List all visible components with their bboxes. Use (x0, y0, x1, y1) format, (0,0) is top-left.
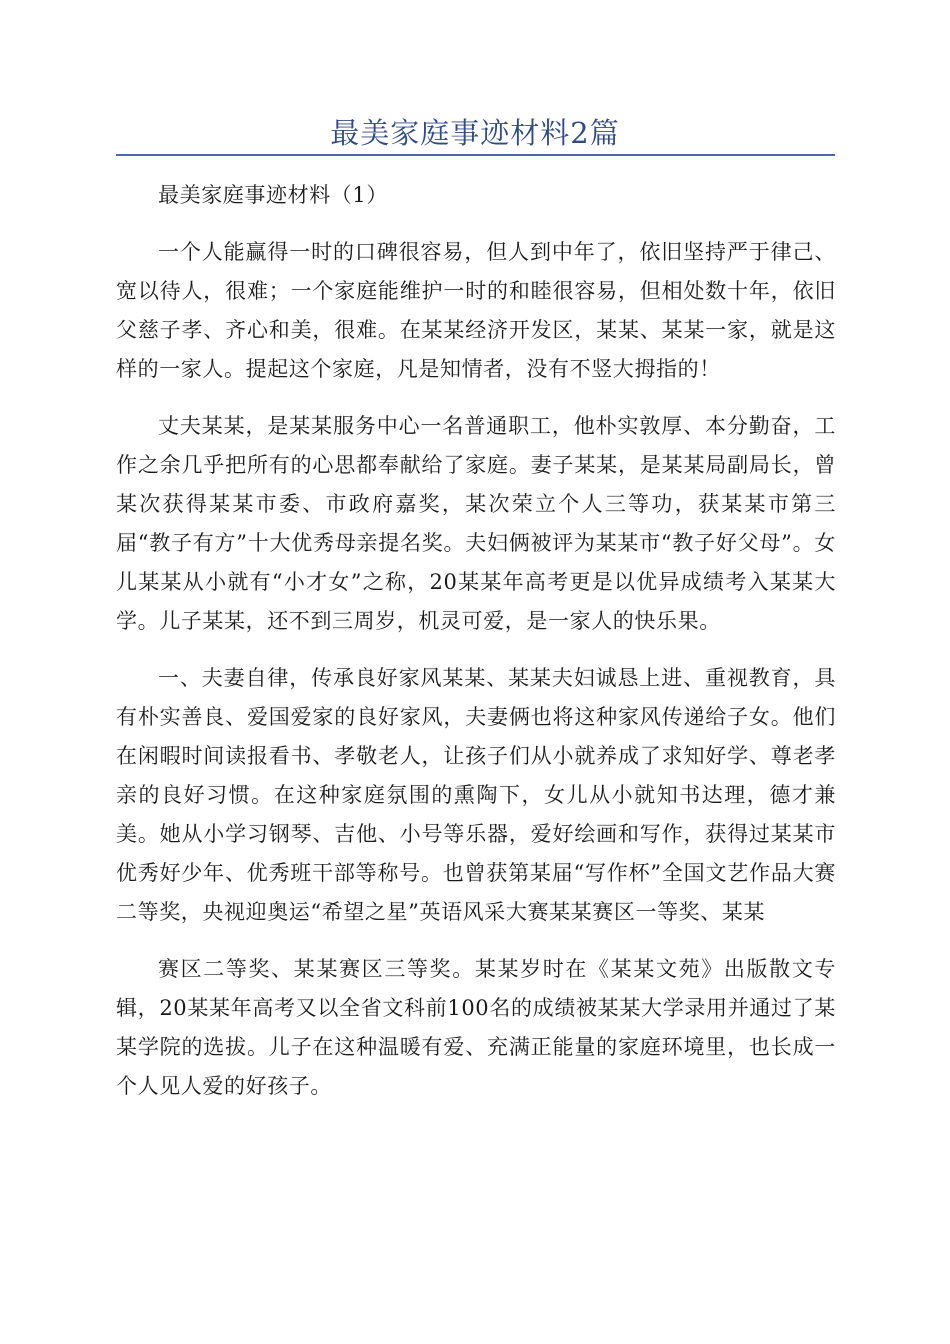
section-heading: 最美家庭事迹材料（1） (158, 183, 388, 207)
document-body (116, 176, 836, 1124)
paragraph-family-members: 丈夫某某，是某某服务中心一名普通职工，他朴实敦厚、本分勤奋，工作之余几乎把所有的心思都奉献给了家庭。妻子某某，是某某局副局长，曾某次获得某某市委、市政府嘉奖，某次荣立个人三等功，获某某市第三届“教子有方”十大优秀母亲提名奖。夫妇俩被评为某某市“教子好父母”。女儿某某从小就有“小才女”之称，20某某年高考更是以优异成绩考入某某大学。儿子某某，还不到三周岁，机灵可爱，是一家人的快乐果。 (116, 414, 836, 633)
title-underline (116, 154, 835, 156)
paragraph-achievements: 赛区二等奖、某某赛区三等奖。某某岁时在《某某文苑》出版散文专辑，20某某年高考又以全省文科前100名的成绩被某某大学录用并通过了某某学院的选拔。儿子在这种温暖有爱、充满正能量的家庭环境里，也长成一个人见人爱的好孩子。 (116, 957, 836, 1098)
document-title: 最美家庭事迹材料2篇 (330, 116, 620, 150)
paragraph-self-discipline: 一、夫妻自律，传承良好家风某某、某某夫妇诚恳上进、重视教育，具有朴实善良、爱国爱家的良好家风，夫妻俩也将这种家风传递给子女。他们在闲暇时间读报看书、孝敬老人，让孩子们从小就养成了求知好学、尊老孝亲的良好习惯。在这种家庭氛围的熏陶下，女儿从小就知书达理，德才兼美。她从小学习钢琴、吉他、小号等乐器，爱好绘画和写作，获得过某某市优秀好少年、优秀班干部等称号。也曾获第某届“写作杯”全国文艺作品大赛二等奖，央视迎奥运“希望之星”英语风采大赛某某赛区一等奖、某某 (116, 666, 836, 924)
paragraph-intro: 一个人能赢得一时的口碑很容易，但人到中年了，依旧坚持严于律己、宽以待人，很难；一个家庭能维护一时的和睦很容易，但相处数十年，依旧父慈子孝、齐心和美，很难。在某某经济开发区，某某、某某一家，就是这样的一家人。提起这个家庭，凡是知情者，没有不竖大拇指的！ (116, 240, 836, 381)
